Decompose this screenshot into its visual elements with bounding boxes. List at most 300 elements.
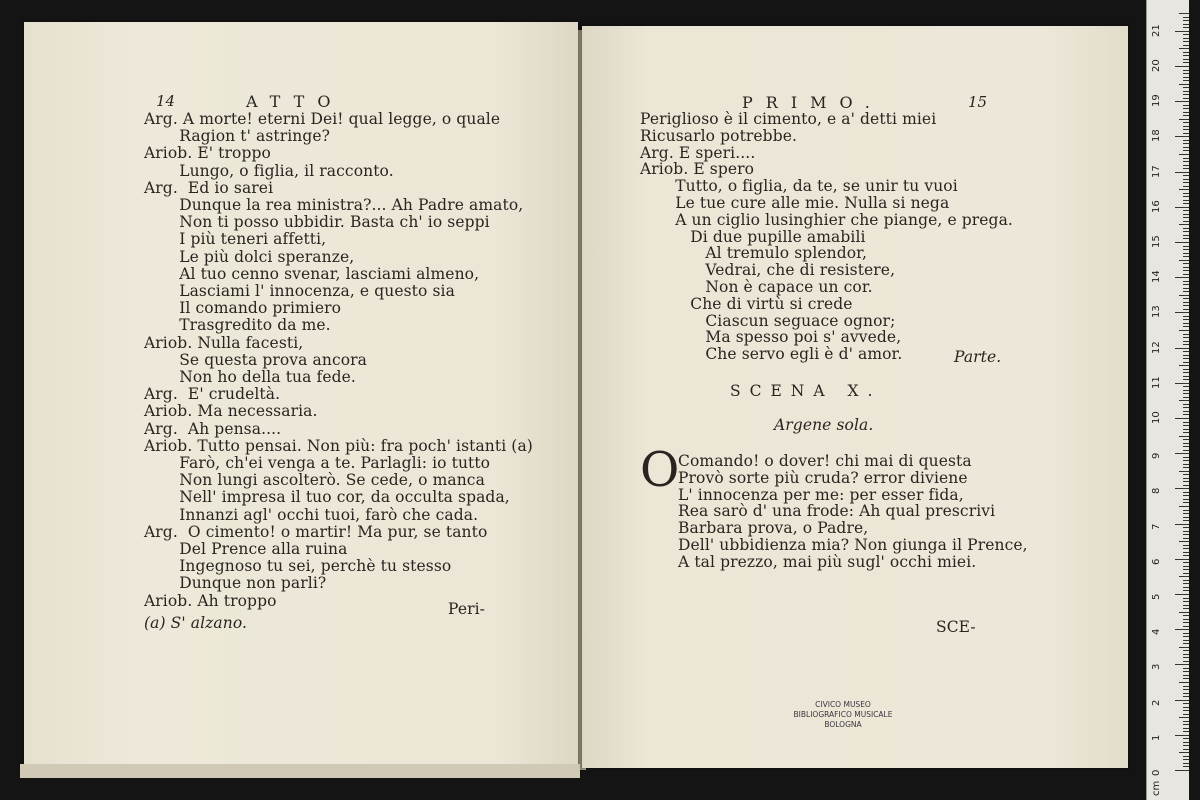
stamp-line-3: BOLOGNA (824, 720, 862, 729)
ruler-tick (1183, 17, 1189, 18)
ruler-tick (1183, 105, 1189, 106)
ruler-tick (1183, 608, 1189, 609)
right-text-line: A un ciglio lusinghier che piange, e prega. (640, 210, 1013, 229)
ruler-tick (1183, 284, 1189, 285)
ruler-tick (1179, 717, 1189, 718)
left-text-line: Il comando primiero (144, 299, 342, 318)
left-page (24, 22, 578, 770)
ruler-tick (1179, 752, 1189, 753)
left-text-line: Innanzi agl' occhi tuoi, farò che cada. (144, 505, 479, 524)
ruler-tick (1183, 728, 1189, 729)
scene-title: SCENA X. (730, 382, 882, 400)
ruler-tick (1183, 590, 1189, 591)
left-text-line: Ariob. Tutto pensai. Non più: fra poch' istanti (a) (144, 436, 533, 455)
ruler-tick (1179, 48, 1189, 49)
ruler-tick (1183, 601, 1189, 602)
ruler-tick (1183, 55, 1189, 56)
ruler-tick (1183, 298, 1189, 299)
right-text-line: Al tremulo splendor, (640, 244, 868, 263)
ruler-tick (1183, 20, 1189, 21)
ruler-tick (1183, 650, 1189, 651)
ruler-tick (1183, 203, 1189, 204)
ruler-tick (1183, 379, 1189, 380)
ruler-tick (1175, 735, 1189, 736)
ruler-tick (1183, 414, 1189, 415)
ruler-tick (1179, 436, 1189, 437)
stamp-line-1: CIVICO MUSEO (815, 700, 871, 709)
ruler-tick (1183, 358, 1189, 359)
right-text-line: Di due pupille amabili (640, 227, 866, 246)
ruler-tick (1175, 207, 1189, 208)
ruler-tick (1183, 678, 1189, 679)
ruler-tick (1183, 115, 1189, 116)
left-text-line: Nell' impresa il tuo cor, da occulta spada, (144, 488, 510, 507)
left-text-line: Ariob. Ah troppo (144, 591, 277, 610)
ruler-tick (1183, 425, 1189, 426)
ruler-tick (1183, 686, 1189, 687)
ruler-tick (1183, 80, 1189, 81)
soliloquy-line: Provò sorte più cruda? error diviene (678, 468, 968, 487)
left-text-line: Arg. Ah pensa.... (144, 419, 282, 438)
ruler-tick (1183, 404, 1189, 405)
ruler-tick (1183, 605, 1189, 606)
left-page-number: 14 (156, 92, 176, 110)
ruler-tick (1183, 147, 1189, 148)
soliloquy-line: Comando! o dover! chi mai di questa (678, 452, 972, 470)
ruler-tick (1183, 502, 1189, 503)
soliloquy-line: Barbara prova, o Padre, (678, 519, 869, 538)
ruler-tick (1179, 612, 1189, 613)
ruler-tick (1183, 38, 1189, 39)
left-text-line: Non lungi ascolterò. Se cede, o manca (144, 471, 485, 490)
ruler-tick (1183, 133, 1189, 134)
ruler-tick (1183, 446, 1189, 447)
ruler-tick (1183, 98, 1189, 99)
ruler-tick (1183, 221, 1189, 222)
ruler-tick (1183, 351, 1189, 352)
ruler-tick (1183, 534, 1189, 535)
ruler-tick (1183, 763, 1189, 764)
left-text-line: Dunque non parli? (144, 574, 327, 593)
ruler-number: 20 (1151, 59, 1162, 72)
ruler-number: 16 (1151, 200, 1162, 213)
ruler-tick (1179, 541, 1189, 542)
ruler-tick (1183, 70, 1189, 71)
left-text-line: Se questa prova ancora (144, 350, 368, 369)
ruler-tick (1183, 485, 1189, 486)
ruler-tick (1179, 330, 1189, 331)
ruler-tick (1183, 766, 1189, 767)
ruler-tick (1179, 365, 1189, 366)
ruler-tick (1179, 224, 1189, 225)
left-text-line: Ingegnoso tu sei, perchè tu stesso (144, 557, 452, 576)
ruler-unit: cm (1151, 780, 1162, 796)
ruler-tick (1183, 186, 1189, 187)
ruler-tick (1183, 193, 1189, 194)
ruler-tick (1183, 742, 1189, 743)
stamp-line-2: BIBLIOGRAFICO MUSICALE (793, 710, 893, 719)
ruler-tick (1183, 309, 1189, 310)
ruler-tick (1183, 407, 1189, 408)
ruler-tick (1183, 555, 1189, 556)
ruler-tick (1183, 94, 1189, 95)
ruler-tick (1183, 129, 1189, 130)
ruler-number: 3 (1151, 664, 1162, 671)
ruler-tick (1183, 520, 1189, 521)
ruler-tick (1183, 622, 1189, 623)
ruler-tick (1183, 337, 1189, 338)
ruler-tick (1175, 136, 1189, 137)
ruler-tick (1183, 59, 1189, 60)
ruler-tick (1183, 214, 1189, 215)
ruler-tick (1183, 341, 1189, 342)
ruler-tick (1183, 150, 1189, 151)
ruler-tick (1183, 323, 1189, 324)
ruler-tick (1183, 319, 1189, 320)
ruler-tick (1183, 756, 1189, 757)
scene-subtitle: Argene sola. (774, 416, 874, 434)
ruler-tick (1183, 654, 1189, 655)
ruler-tick (1183, 429, 1189, 430)
ruler-tick (1183, 545, 1189, 546)
ruler-tick (1183, 112, 1189, 113)
ruler-tick (1183, 636, 1189, 637)
ruler-tick (1183, 369, 1189, 370)
ruler-tick (1179, 260, 1189, 261)
ruler-tick (1183, 143, 1189, 144)
ruler-tick (1183, 305, 1189, 306)
ruler-number: 10 (1151, 411, 1162, 424)
ruler-tick (1183, 724, 1189, 725)
ruler-tick (1183, 450, 1189, 451)
ruler-tick (1183, 302, 1189, 303)
ruler-number: 21 (1151, 24, 1162, 37)
left-text-line: I più teneri affetti, (144, 230, 327, 249)
page-edge (20, 764, 580, 778)
library-stamp (778, 700, 908, 730)
ruler-tick (1183, 513, 1189, 514)
right-text-line: Tutto, o figlia, da te, se unir tu vuoi (640, 177, 958, 196)
ruler-number: 13 (1151, 305, 1162, 319)
right-catchword: SCE- (936, 618, 976, 636)
ruler-tick (1183, 41, 1189, 42)
soliloquy-line: L' innocenza per me: per esser fida, (678, 485, 964, 504)
ruler-tick (1183, 165, 1189, 166)
right-text-line: Che di virtù si crede (640, 294, 853, 313)
ruler-tick (1183, 422, 1189, 423)
ruler-tick (1175, 559, 1189, 560)
right-page-number: 15 (968, 93, 988, 111)
ruler-tick (1183, 538, 1189, 539)
ruler-tick (1183, 274, 1189, 275)
ruler-tick (1183, 326, 1189, 327)
ruler-tick (1183, 140, 1189, 141)
right-text-line: Periglioso è il cimento, e a' detti miei (640, 110, 937, 128)
ruler-tick (1183, 372, 1189, 373)
left-text-line: Farò, ch'ei venga a te. Parlagli: io tutto (144, 454, 491, 472)
ruler-tick (1183, 122, 1189, 123)
exit-note: Parte. (954, 348, 1002, 366)
ruler-number: 17 (1151, 164, 1162, 178)
ruler-number: 7 (1151, 523, 1162, 530)
ruler-tick (1175, 594, 1189, 595)
ruler-tick (1183, 281, 1189, 282)
ruler-tick (1183, 393, 1189, 394)
ruler-tick (1183, 566, 1189, 567)
ruler-tick (1183, 397, 1189, 398)
ruler-tick (1183, 249, 1189, 250)
ruler-tick (1183, 108, 1189, 109)
ruler-tick (1183, 168, 1189, 169)
ruler-tick (1183, 552, 1189, 553)
ruler-tick (1175, 700, 1189, 701)
left-text-line: Non ho della tua fede. (144, 368, 356, 386)
ruler-tick (1175, 770, 1189, 771)
ruler-tick (1183, 196, 1189, 197)
right-text-line: Vedrai, che di resistere, (640, 261, 896, 280)
ruler-number: 18 (1151, 129, 1162, 143)
ruler-tick (1175, 66, 1189, 67)
ruler-tick (1183, 675, 1189, 676)
ruler-tick (1183, 87, 1189, 88)
ruler-tick (1183, 474, 1189, 475)
ruler-tick (1183, 158, 1189, 159)
ruler-tick (1175, 383, 1189, 384)
ruler-tick (1183, 657, 1189, 658)
ruler-tick (1183, 316, 1189, 317)
ruler-tick (1183, 643, 1189, 644)
left-text-line: Arg. Ed io sarei (144, 178, 274, 197)
ruler-number: 5 (1151, 593, 1162, 600)
right-text-line: Ciascun seguace ognor; (640, 311, 896, 330)
ruler-tick (1183, 703, 1189, 704)
right-running-head: PRIMO. (742, 93, 883, 112)
ruler-tick (1183, 217, 1189, 218)
right-text-line: Arg. E speri.... (640, 143, 756, 162)
left-text-line: Ariob. E' troppo (144, 144, 271, 163)
ruler-tick (1183, 467, 1189, 468)
ruler-tick (1179, 576, 1189, 577)
ruler-tick (1183, 235, 1189, 236)
ruler-tick (1175, 242, 1189, 243)
ruler-tick (1175, 664, 1189, 665)
ruler-number: 19 (1151, 94, 1162, 108)
ruler-tick (1183, 182, 1189, 183)
right-text-line: Non è capace un cor. (640, 278, 873, 296)
ruler-tick (1183, 62, 1189, 63)
ruler-tick (1183, 200, 1189, 201)
ruler-tick (1183, 661, 1189, 662)
ruler-tick (1183, 671, 1189, 672)
ruler-tick (1183, 548, 1189, 549)
soliloquy-line: Rea sarò d' una frode: Ah qual prescrivi (678, 502, 996, 521)
ruler-tick (1183, 210, 1189, 211)
ruler-tick (1175, 31, 1189, 32)
ruler-number: 2 (1151, 699, 1162, 706)
ruler-tick (1179, 13, 1189, 14)
ruler-tick (1183, 721, 1189, 722)
ruler-tick (1183, 246, 1189, 247)
ruler-tick (1183, 749, 1189, 750)
left-text-line: Ragion t' astringe? (144, 127, 331, 146)
ruler-tick (1175, 629, 1189, 630)
right-page (582, 26, 1128, 768)
ruler-tick (1183, 640, 1189, 641)
ruler-tick (1183, 73, 1189, 74)
ruler-tick (1183, 179, 1189, 180)
left-catchword: Peri- (448, 600, 486, 618)
ruler-number: 0 (1151, 769, 1162, 776)
ruler-tick (1183, 499, 1189, 500)
left-text-line: Al tuo cenno svenar, lasciami almeno, (144, 264, 480, 283)
left-text-line: Del Prence alla ruina (144, 540, 348, 558)
ruler-tick (1183, 238, 1189, 239)
ruler-number: 4 (1151, 628, 1162, 636)
ruler-tick (1183, 362, 1189, 363)
ruler-tick (1183, 355, 1189, 356)
ruler-tick (1179, 682, 1189, 683)
ruler-tick (1183, 580, 1189, 581)
ruler-tick (1183, 738, 1189, 739)
ruler-tick (1183, 45, 1189, 46)
ruler-tick (1183, 710, 1189, 711)
ruler-tick (1183, 707, 1189, 708)
left-text-line: Le più dolci speranze, (144, 247, 355, 266)
left-running-head: ATTO (246, 92, 344, 111)
ruler-number: 1 (1151, 734, 1162, 741)
ruler-tick (1175, 488, 1189, 489)
ruler-tick (1175, 277, 1189, 278)
ruler-number: 14 (1151, 270, 1162, 284)
ruler-tick (1183, 633, 1189, 634)
ruler-tick (1183, 263, 1189, 264)
ruler-tick (1179, 400, 1189, 401)
ruler-tick (1183, 517, 1189, 518)
ruler-tick (1183, 457, 1189, 458)
measurement-ruler (1146, 0, 1189, 800)
ruler-number: 12 (1151, 340, 1162, 354)
ruler-tick (1183, 334, 1189, 335)
left-text-line: Ariob. Ma necessaria. (144, 402, 318, 421)
ruler-tick (1183, 288, 1189, 289)
ruler-tick (1183, 126, 1189, 127)
ruler-tick (1183, 228, 1189, 229)
ruler-tick (1179, 506, 1189, 507)
ruler-tick (1183, 626, 1189, 627)
drop-cap: O (640, 442, 680, 498)
ruler-tick (1183, 696, 1189, 697)
ruler-tick (1179, 471, 1189, 472)
ruler-tick (1183, 583, 1189, 584)
ruler-tick (1183, 460, 1189, 461)
right-text-line: Ma spesso poi s' avvede, (640, 328, 902, 347)
ruler-tick (1183, 291, 1189, 292)
ruler-tick (1183, 689, 1189, 690)
ruler-tick (1183, 693, 1189, 694)
ruler-tick (1183, 344, 1189, 345)
ruler-tick (1183, 731, 1189, 732)
ruler-number: 6 (1151, 558, 1162, 565)
ruler-tick (1183, 52, 1189, 53)
right-text-line: Ricusarlo potrebbe. (640, 126, 798, 145)
ruler-tick (1183, 510, 1189, 511)
left-text-line: Ariob. Nulla facesti, (144, 333, 304, 352)
left-text-line: Non ti posso ubbidir. Basta ch' io seppi (144, 213, 490, 232)
ruler-tick (1179, 84, 1189, 85)
ruler-tick (1183, 495, 1189, 496)
ruler-number: 11 (1151, 376, 1162, 389)
ruler-tick (1183, 443, 1189, 444)
ruler-tick (1183, 573, 1189, 574)
ruler-tick (1183, 432, 1189, 433)
left-text-line: Trasgredito da me. (144, 316, 331, 335)
ruler-tick (1183, 745, 1189, 746)
left-text-line: Arg. E' crudeltà. (144, 385, 281, 404)
left-text-line: Lasciami l' innocenza, e questo sia (144, 282, 455, 300)
ruler-number: 9 (1151, 452, 1162, 460)
ruler-tick (1183, 24, 1189, 25)
ruler-tick (1183, 390, 1189, 391)
ruler-tick (1179, 154, 1189, 155)
ruler-tick (1179, 647, 1189, 648)
ruler-tick (1183, 231, 1189, 232)
ruler-tick (1175, 348, 1189, 349)
ruler-tick (1183, 527, 1189, 528)
ruler-tick (1183, 161, 1189, 162)
ruler-tick (1183, 492, 1189, 493)
ruler-tick (1179, 295, 1189, 296)
ruler-tick (1175, 172, 1189, 173)
left-text-line: Lungo, o figlia, il racconto. (144, 161, 394, 180)
ruler-tick (1179, 119, 1189, 120)
ruler-tick (1183, 587, 1189, 588)
left-text-line: Arg. A morte! eterni Dei! qual legge, o quale (144, 110, 501, 128)
soliloquy-line: Dell' ubbidienza mia? Non giunga il Prence, (678, 536, 1028, 554)
ruler-tick (1183, 619, 1189, 620)
ruler-tick (1183, 569, 1189, 570)
ruler-tick (1183, 615, 1189, 616)
ruler-tick (1183, 267, 1189, 268)
ruler-tick (1183, 562, 1189, 563)
ruler-number: 8 (1151, 488, 1162, 495)
ruler-tick (1183, 478, 1189, 479)
ruler-tick (1183, 253, 1189, 254)
ruler-tick (1175, 101, 1189, 102)
ruler-tick (1183, 464, 1189, 465)
ruler-tick (1183, 411, 1189, 412)
ruler-tick (1183, 376, 1189, 377)
ruler-tick (1183, 256, 1189, 257)
ruler-tick (1183, 668, 1189, 669)
ruler-tick (1183, 175, 1189, 176)
ruler-tick (1183, 386, 1189, 387)
ruler-tick (1183, 77, 1189, 78)
right-text-line: Ariob. E spero (640, 160, 755, 179)
ruler-tick (1183, 91, 1189, 92)
left-text-line: Arg. O cimento! o martir! Ma pur, se tanto (144, 522, 488, 541)
right-text-line: Le tue cure alle mie. Nulla si nega (640, 194, 950, 212)
ruler-tick (1183, 714, 1189, 715)
ruler-tick (1175, 312, 1189, 313)
ruler-tick (1183, 439, 1189, 440)
ruler-tick (1183, 34, 1189, 35)
ruler-tick (1175, 524, 1189, 525)
left-footnote: (a) S' alzano. (144, 614, 248, 632)
ruler-tick (1183, 531, 1189, 532)
ruler-tick (1183, 481, 1189, 482)
ruler-tick (1183, 759, 1189, 760)
ruler-tick (1183, 270, 1189, 271)
